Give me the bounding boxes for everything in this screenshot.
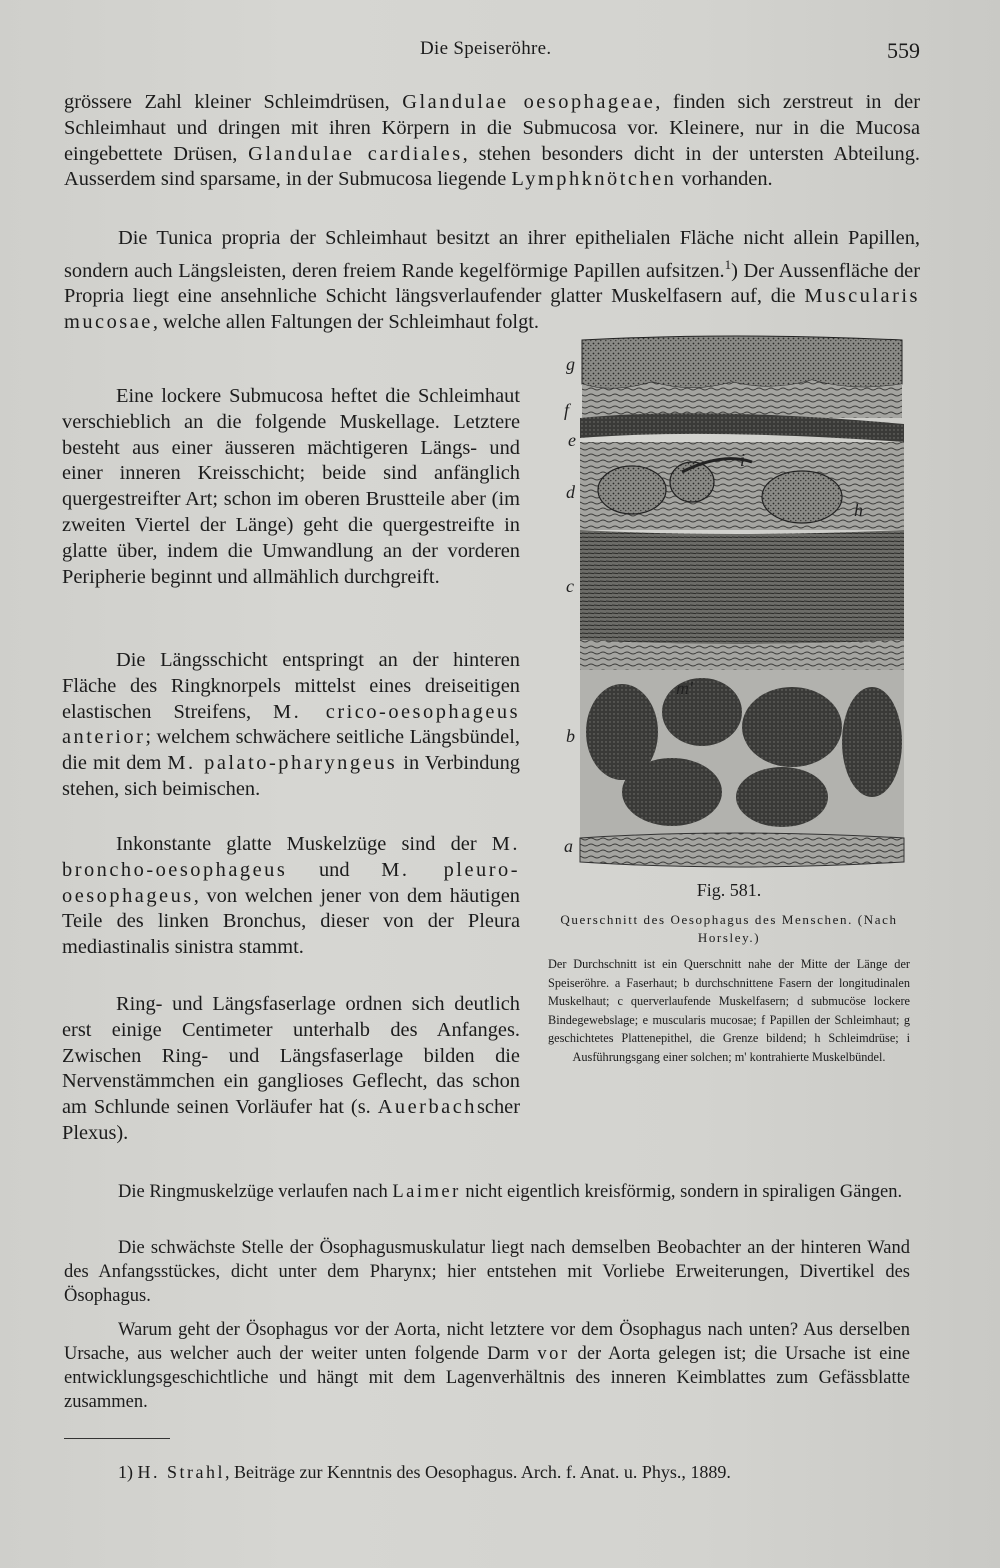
figure-letter-g: g [566, 354, 575, 374]
footnote-author: H. Strahl [137, 1462, 225, 1482]
text-run: und [287, 858, 382, 881]
text-run: in Verbindung stehen, sich beimischen. [62, 752, 520, 800]
spaced-term: M. broncho-oesophageus [62, 833, 520, 881]
spaced-term: Laimer [392, 1182, 461, 1202]
spaced-term: Lymphknötchen [511, 168, 677, 191]
spaced-term: Muscularis mucosae [64, 285, 920, 334]
figure-caption [548, 880, 910, 1066]
figure-description: Der Durchschnitt ist ein Querschnitt nahe der Mitte der Länge der Speiseröhre. a Faserhaut; b durchschnittene Fasern der longitudinalen Muskelhaut; c querverlaufende Muskelfasern; d submucöse lockere Bindegewebslage; e muscularis mucosae; f Papillen der Schleimhaut; g geschichtetes Plattenepithel, die Grenze bildend; h Schleimdrüse; i Ausführungsgang einer solchen; m' kontrahierte Muskelbündel. [548, 957, 910, 1064]
text-run: Die Längsschicht entspringt an der hinteren Fläche des Ringknorpels mittelst eines dreiseitigen elastischen Streifens, [62, 649, 520, 723]
spaced-term: M. crico-oesophageus anterior [62, 700, 521, 749]
text-run: der Aorta gelegen ist; die Ursache ist eine entwicklungsgeschichtliche und hängt mit dem Lagenverhältnis des inneren Keimblattes zum Gefässblatte zusammen. [64, 1344, 910, 1412]
paragraph-ring-laengsfaserlage [62, 992, 520, 1147]
paragraph-inkonstante-muskelzuege [62, 832, 520, 961]
text-run: , von welchen jener von dem häutigen Teile des linken Bronchus, dieser von der Pleura mediastinalis sinistra stammt. [62, 884, 520, 959]
text-run: nicht eigentlich kreisförmig, sondern in spiraligen Gängen. [460, 1182, 903, 1202]
text-run: , welche allen Faltungen der Schleimhaut folgt. [152, 311, 540, 334]
oesophagus-cross-section-drawing [552, 332, 912, 877]
spaced-term: M. pleuro-oesophageus [62, 858, 520, 907]
spaced-term: M. palato-pharyngeus [167, 752, 398, 775]
footnote-ref: 1 [724, 256, 732, 272]
text-run: ; welchem schwächere seitliche Längsbündel, die mit dem [62, 726, 520, 775]
footnote-marker: 1) [118, 1462, 133, 1482]
text-run: ) Der Aussenfläche der Propria liegt eine ansehnliche Schicht längsverlaufender glatter Muskelfasern auf, die [64, 259, 920, 308]
paragraph-schwaechste-stelle [64, 1236, 910, 1308]
text-run: scher Plexus). [62, 1096, 520, 1144]
figure-letter-b: b [566, 726, 575, 746]
figure-number: Fig. 581. [696, 880, 762, 900]
text-run: Die Tunica propria der Schleimhaut besitzt an ihrer epithelialen Fläche nicht allein Papillen, sondern auch Längsleisten, deren freiem Rande kegelförmige Papillen aufsitzen. [64, 227, 920, 282]
paragraph-aorta [64, 1318, 910, 1414]
figure-letter-e: e [568, 430, 576, 450]
text-run: Inkonstante glatte Muskelzüge sind der [116, 833, 492, 855]
figure-letter-c: c [566, 576, 574, 596]
paragraph-tunica-propria [64, 226, 920, 336]
figure-letter-d: d [566, 482, 575, 502]
text-run: Ring- und Längsfaserlage ordnen sich deutlich erst einige Centimeter unterhalb des Anfanges. Zwischen Ring- und Längsfaserlage bilden die Nervenstämmchen ein ganglioses Geflecht, das schon am Schlunde seinen Vorläufer hat (s. [62, 993, 520, 1119]
paragraph-submucosa [62, 384, 520, 590]
spaced-term: Glandulae oesophageae [402, 91, 656, 113]
text-run: Die Ringmuskelzüge verlaufen nach [118, 1182, 393, 1202]
text-run: grössere Zahl kleiner Schleimdrüsen, [64, 91, 403, 113]
figure-letter-i: i [740, 450, 746, 470]
figure-letter-f: f [564, 400, 570, 420]
footnote [118, 1462, 918, 1483]
running-title: Die Speiseröhre. [420, 38, 552, 59]
text-run: Warum geht der Ösophagus vor der Aorta, nicht letztere vor dem Ösophagus nach unten? Aus derselben Ursache, aus welcher auch der weiter unten folgende Darm [64, 1320, 910, 1364]
text-run: , stehen besonders dicht in der untersten Abteilung. Ausserdem sind sparsame, in der Submucosa liegende [64, 142, 920, 191]
figure-letter-m: m' [676, 678, 693, 698]
paragraph-ringmuskelzuege [64, 1180, 910, 1204]
page-header [60, 38, 920, 68]
text-run: Die schwächste Stelle der Ösophagusmuskulatur liegt nach demselben Beobachter an der hinteren Wand des Anfangsstückes, dicht unter dem Pharynx; hier entstehen mit Vorliebe Erweiterungen, Divertikel des Ösophagus. [64, 1238, 910, 1306]
figure-letter-a: a [564, 836, 573, 856]
spaced-term: Auerbach [377, 1096, 477, 1119]
footnote-text: , Beiträge zur Kenntnis des Oesophagus. Arch. f. Anat. u. Phys., 1889. [225, 1462, 731, 1482]
footnote-divider [64, 1438, 170, 1439]
figure-581-illustration [552, 332, 912, 877]
figure-letter-h: h [854, 500, 863, 520]
paragraph-glands [64, 90, 920, 193]
page-number: 559 [887, 38, 920, 63]
spaced-term: Glandulae cardiales [248, 142, 463, 165]
paragraph-laengsschicht [62, 648, 520, 803]
text-run: vorhanden. [676, 168, 773, 191]
spaced-term: vor [537, 1344, 570, 1364]
figure-title: Querschnitt des Oesophagus des Menschen. (Nach Horsley.) [560, 912, 898, 945]
text-run: Eine lockere Submucosa heftet die Schleimhaut verschieblich an die folgende Muskellage. Letztere besteht aus einer äusseren mächtigeren Längs- und einer inneren Kreisschicht; beide sind anfänglich quergestreifter Art; schon im oberen Brustteile aber (im zweiten Viertel der Länge) geht die quergestreifte in glatte über, indem die Umwandlung an der vorderen Peripherie beginnt und allmählich durchgreift. [62, 385, 520, 588]
text-run: , finden sich zerstreut in der Schleimhaut und dringen mit ihren Körpern in die Submucosa vor. Kleinere, nur in die Mucosa eingebettete Drüsen, [64, 91, 920, 165]
